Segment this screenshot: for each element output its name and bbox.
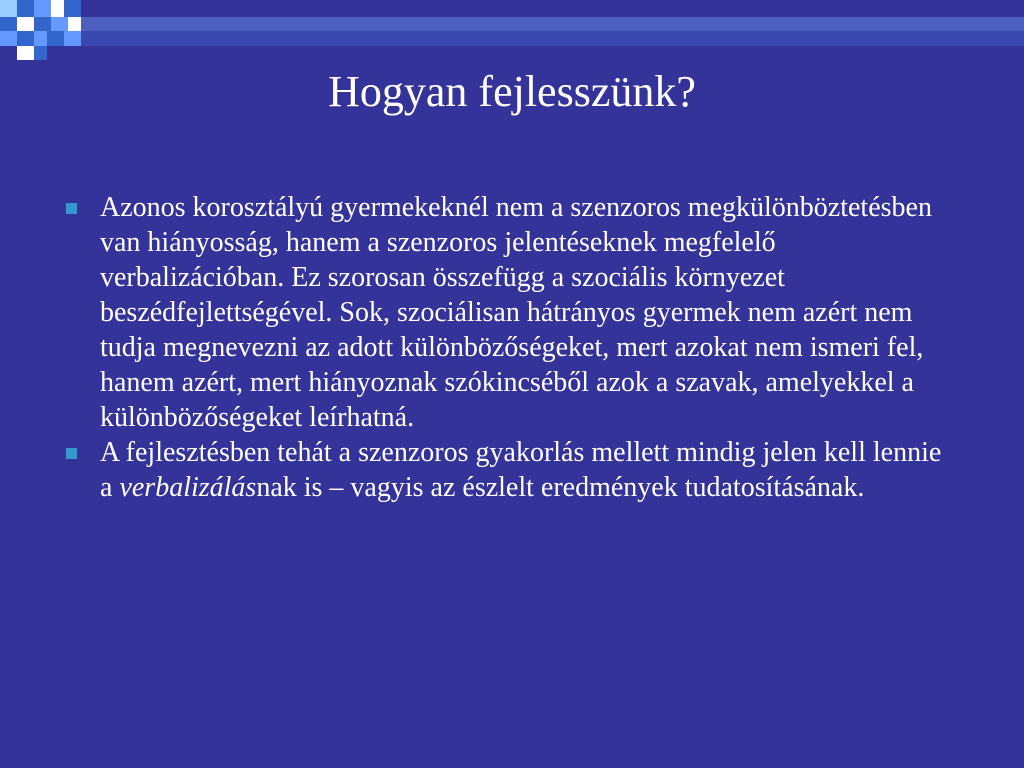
bullet-text-part: A fejlesztésben tehát a szenzoros gyakorlás mellett mindig jelen kell lennie a — [100, 437, 942, 503]
decorative-header-squares — [0, 0, 1024, 64]
slide-title: Hogyan fejlesszünk? — [328, 67, 696, 116]
square-bullet-icon — [66, 203, 77, 214]
bullet-text-part: nak is – vagyis az észlelt eredmények tudatosításának. — [256, 472, 865, 503]
bullet-text — [100, 437, 941, 503]
bullet-item — [60, 435, 960, 505]
bullet-text: Azonos korosztályú gyermekeknél nem a szenzoros megkülönböztetésben van hiányosság, hanem a szenzoros jelentéseknek megfelelő verbalizációban. Ez szorosan összefügg a szociális környezet beszédfejlettségével. Sok, szociálisan hátrányos gyermek nem azért nem tudja megnevezni az adott különbözőségeket, mert azokat nem ismeri fel, hanem azért, mert hiányoznak szókincséből azok a szavak, amelyekkel a különbözőségeket leírhatná. — [100, 192, 932, 433]
bullet-list — [60, 190, 960, 505]
square-bullet-icon — [66, 448, 77, 459]
bullet-text-emphasis: verbalizálás — [119, 472, 257, 503]
bullet-item — [60, 190, 960, 435]
